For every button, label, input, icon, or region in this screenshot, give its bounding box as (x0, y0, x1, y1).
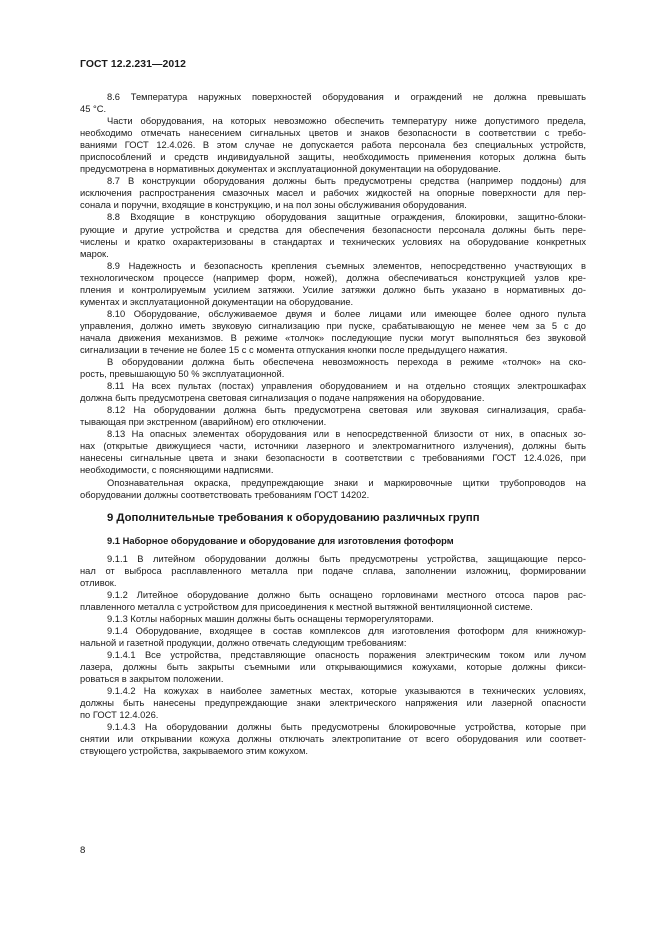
text-line: роваться в закрытом положении. (80, 674, 224, 685)
paragraph-9-1-1 (80, 553, 586, 589)
text-line: по ГОСТ 12.4.026. (80, 710, 159, 721)
text-line: начала движения механизмов. В режиме «толчок» последующие пуски могут выполняться без звуковой (80, 332, 586, 343)
text-line: нал от выброса расплавленного металла при подаче сплава, заполнении изложниц, формировании (80, 565, 586, 576)
text-line: сигнализации в течение не более 15 с с момента отпускания кнопки после предыдущего нажатия. (80, 344, 508, 355)
text-line: необходимости, с поясняющими надписями. (80, 465, 274, 476)
text-line: числены и кратко охарактеризованы в стандартах и технических условиях на оборудование конкретных (80, 236, 586, 247)
paragraph-8-13-cont (80, 477, 586, 501)
page-number: 8 (80, 845, 86, 856)
text-line: 9.1.2 Литейное оборудование должно быть оснащено горловинами местного отсоса паров рас- (107, 589, 586, 600)
text-line: нах (открытые движущиеся части, источники лазерного и электромагнитного излучения), должны быть (80, 441, 586, 452)
text-line: должна быть предусмотрена световая сигнализация о подаче напряжения на оборудование. (80, 393, 485, 404)
text-line: должны быть нанесены предупреждающие знаки электрического напряжения или лазерной опасности (80, 698, 586, 709)
text-line: ствующего устройства, закрываемого этим кожухом. (80, 746, 309, 757)
paragraph-8-6-cont (80, 115, 586, 175)
text-line: нальной и газетной продукции, должно отвечать следующим требованиям: (80, 637, 407, 648)
paragraph-8-13 (80, 428, 586, 476)
text-line: 8.6 Температура наружных поверхностей оборудования и ограждений не должна превышать (107, 92, 586, 102)
text-line: 8.11 На всех пультах (постах) управления оборудованием и на отдельно стоящих электрошкафах (107, 381, 586, 392)
paragraph-8-9 (80, 260, 586, 308)
text-line: рующие и другие устройства и средства для обеспечения безопасности персонала должны быть пере- (80, 224, 586, 235)
text-line: кументах и эксплуатационной документации на оборудование. (80, 296, 354, 307)
text-line: 8.12 На оборудовании должна быть предусмотрена световая или звуковая сигнализация, сраба- (107, 405, 586, 416)
section-9-title: 9 Дополнительные требования к оборудованию различных групп (107, 511, 480, 524)
text-line: 45 °С. (80, 104, 107, 115)
text-line: оборудовании должны соответствовать требованиям ГОСТ 14202. (80, 489, 370, 500)
paragraph-9-1-4-1 (80, 649, 586, 685)
text-line: отливок. (80, 577, 117, 588)
text-line: приспособлений и средств индивидуальной защиты, необходимость применения которых должна быть (80, 152, 586, 163)
text-line: 9.1.1 В литейном оборудовании должны быть предусмотрены устройства, защищающие персо- (107, 553, 586, 564)
paragraph-8-6 (80, 91, 586, 115)
text-line: технологическом процессе (например форм, ножей), должна обеспечиваться конструкцией узлов кре- (80, 272, 586, 283)
paragraph-9-1-4-2 (80, 685, 586, 721)
paragraph-9-1-4 (80, 625, 586, 649)
text-line: плавленного металла с устройством для присоединения к местной вытяжной вентиляционной системе. (80, 601, 533, 612)
text-line: пления и контролируемым усилием затяжки. Усилие затяжки должно быть указано в нормативных до- (80, 284, 586, 295)
text-line: 9.1.4.1 Все устройства, представляющие опасность поражения электрическим током или лучом (107, 650, 586, 661)
text-line: 8.8 Входящие в конструкцию оборудования защитные ограждения, блокировки, защитно-блоки- (107, 212, 586, 223)
paragraph-8-10-cont (80, 356, 586, 380)
text-line: 8.9 Надежность и безопасность крепления съемных элементов, непосредственно участвующих в (107, 260, 586, 271)
text-line: ваниями ГОСТ 12.4.026. В этом случае не допускается работа персонала без специальных устройств, (80, 140, 586, 151)
document-header: ГОСТ 12.2.231—2012 (80, 59, 187, 70)
text-line: Части оборудования, на которых невозможно обеспечить температуру ниже допустимого предела, (107, 116, 586, 127)
text-line: необходимо отмечать нанесением сигнальных цветов и знаков безопасности в соответствии с требо- (80, 128, 586, 139)
text-line: 8.13 На опасных элементах оборудования или в непосредственной близости от них, в опасных зо- (107, 429, 586, 440)
paragraph-8-12 (80, 404, 586, 428)
text-line: сонала и поручни, входящие в конструкцию, и на пол зоны обслуживания оборудования. (80, 200, 467, 211)
text-line: исключения распространения смазочных масел и рабочих жидкостей на опорные поверхности для пер- (80, 188, 586, 199)
paragraph-8-11 (80, 380, 586, 404)
text-line: марок. (80, 248, 109, 259)
text-line: 9.1.4.3 На оборудовании должны быть предусмотрены блокировочные устройства, которые при (107, 722, 586, 733)
paragraph-8-10 (80, 308, 586, 356)
text-line: 8.10 Оборудование, обслуживаемое двумя и более лицами или имеющее более одного пульта (107, 308, 586, 319)
text-line: управления, должно иметь звуковую сигнализацию при пуске, срабатывающую не менее чем за 5 с до (80, 320, 586, 331)
text-line: 8.7 В конструкции оборудования должны быть предусмотрены средства (например поддоны) для (107, 176, 586, 187)
text-line: снятии или открывании кожуха должны отключать электропитание от всего оборудования или соответ- (80, 734, 586, 745)
document-body (80, 91, 586, 757)
paragraph-9-1-4-3 (80, 721, 586, 757)
text-line: нанесены сигнальные цвета и знаки безопасности в соответствии с требованиями ГОСТ 12.4.026, при (80, 453, 586, 464)
section-9-1-title: 9.1 Наборное оборудование и оборудование для изготовления фотоформ (107, 535, 454, 546)
paragraph-8-8 (80, 211, 586, 259)
paragraph-9-1-2 (80, 589, 586, 613)
text-line: 9.1.3 Котлы наборных машин должны быть оснащены терморегуляторами. (107, 613, 434, 624)
text-line: 9.1.4.2 На кожухах в наиболее заметных местах, которые указываются в технических условиях, (107, 686, 586, 697)
text-line: 9.1.4 Оборудование, входящее в состав комплексов для изготовления фотоформ для книжножур- (107, 625, 586, 636)
text-line: рость, превышающую 50 % эксплуатационной. (80, 369, 285, 380)
text-line: лазера, должны быть закрыты съемными или открывающимися кожухами, которые должны фикси- (80, 662, 586, 673)
paragraph-9-1-3 (80, 613, 586, 625)
text-line: предусмотрена в нормативных документах и эксплуатационной документации на оборудование. (80, 164, 501, 175)
text-line: тывающая при экстренном (аварийном) его отключении. (80, 417, 327, 428)
paragraph-8-7 (80, 175, 586, 211)
text-line: В оборудовании должна быть обеспечена невозможность перехода в режиме «толчок» на ско- (107, 357, 586, 368)
text-line: Опознавательная окраска, предупреждающие знаки и маркировочные щитки трубопроводов на (107, 477, 586, 488)
